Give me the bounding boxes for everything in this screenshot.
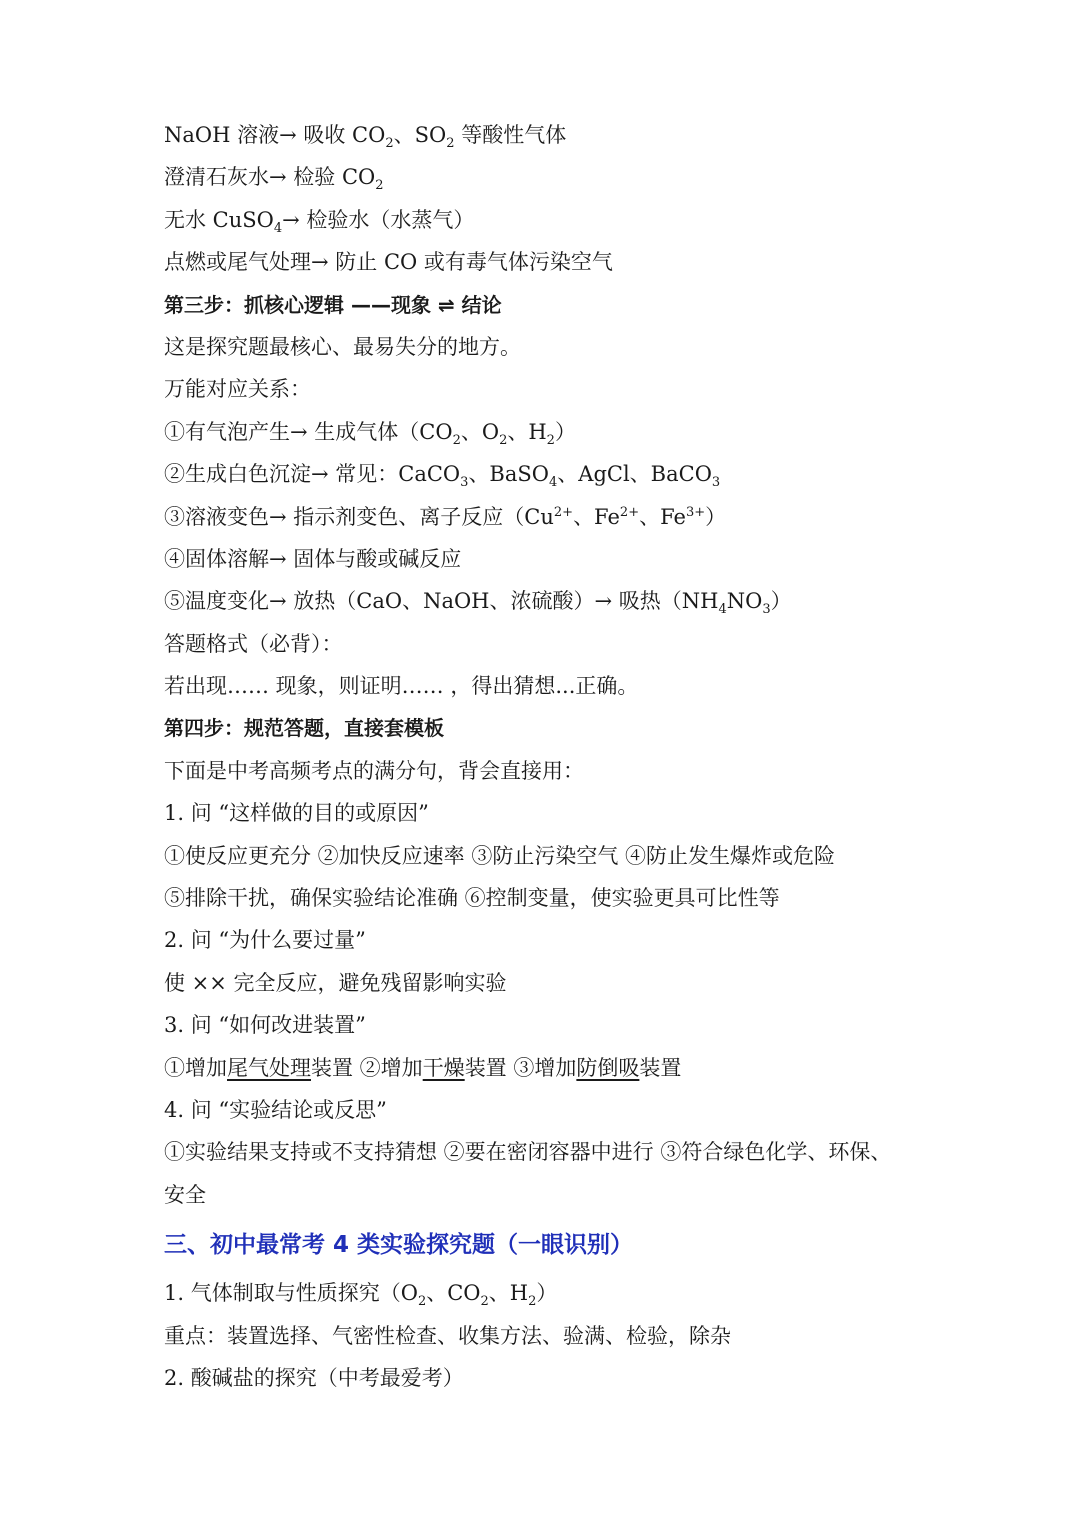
text-line: 无水 CuSO$_4$→ 检验水（水蒸气） xyxy=(164,207,475,236)
text-line: 下面是中考高频考点的满分句，背会直接用： xyxy=(164,758,584,783)
text-line: 重点：装置选择、气密性检查、收集方法、验满、检验，除杂 xyxy=(164,1323,731,1348)
text-line: 这是探究题最核心、最易失分的地方。 xyxy=(164,334,521,359)
text-line: 万能对应关系： xyxy=(164,377,311,402)
text-line: ①实验结果支持或不支持猜想 ②要在密闭容器中进行 ③符合绿色化学、环保、 xyxy=(164,1140,892,1165)
text-line: 点燃或尾气处理→ 防止 CO 或有毒气体污染空气 xyxy=(164,250,613,275)
step-heading: 第四步：规范答题，直接套模板 xyxy=(164,716,444,741)
text-line: ④固体溶解→ 固体与酸或碱反应 xyxy=(164,546,462,571)
text-line: ③溶液变色→ 指示剂变色、离子反应（$Cu^{2+}$、$Fe^{2+}$、$Fe^{3+}$） xyxy=(164,504,727,529)
text-line: 3. 问 “如何改进装置” xyxy=(164,1013,366,1038)
section-heading: 三、初中最常考 4 类实验探究题（一眼识别） xyxy=(164,1232,634,1259)
text-line: ⑤温度变化→ 放热（CaO、NaOH、浓硫酸）→ 吸热$(NH_4NO_3)$ xyxy=(164,589,792,618)
text-line: ①有气泡产生→ 生成气体（$CO_2$、$O_2$、$H_2$） xyxy=(164,419,576,448)
text-line: 2. 酸碱盐的探究（中考最爱考） xyxy=(164,1365,464,1390)
text-line: 4. 问 “实验结论或反思” xyxy=(164,1097,387,1122)
text-line: 答题格式（必背）： xyxy=(164,631,343,656)
text-line: NaOH 溶液→ 吸收 $CO_2$、$SO_2$ 等酸性气体 xyxy=(164,123,567,152)
text-line: 1. 问 “这样做的目的或原因” xyxy=(164,801,429,826)
step-heading: 第三步：抓核心逻辑 ——现象 ⇌ 结论 xyxy=(164,292,502,317)
text-line: ①增加尾气处理装置 ②增加干燥装置 ③增加防倒吸装置 xyxy=(164,1055,682,1080)
document-page xyxy=(164,114,994,1399)
text-line: 1. 气体制取与性质探究（$O_2$、$CO_2$、$H_2$） xyxy=(164,1281,558,1310)
text-line: 安全 xyxy=(164,1182,206,1207)
text-line: 2. 问 “为什么要过量” xyxy=(164,928,366,953)
text-line: ①使反应更充分 ②加快反应速率 ③防止污染空气 ④防止发生爆炸或危险 xyxy=(164,843,836,868)
text-line: ⑤排除干扰，确保实验结论准确 ⑥控制变量，使实验更具可比性等 xyxy=(164,886,780,911)
text-line: 使 ×× 完全反应，避免残留影响实验 xyxy=(164,970,507,995)
text-line: 若出现…… 现象，则证明…… ，得出猜想...正确。 xyxy=(164,674,639,699)
text-line: 澄清石灰水→ 检验 $CO_2$ xyxy=(164,165,384,194)
text-line: ②生成白色沉淀→ 常见：CaCO$_3$、BaSO$_4$、AgCl、BaCO$_3$ xyxy=(164,462,721,491)
